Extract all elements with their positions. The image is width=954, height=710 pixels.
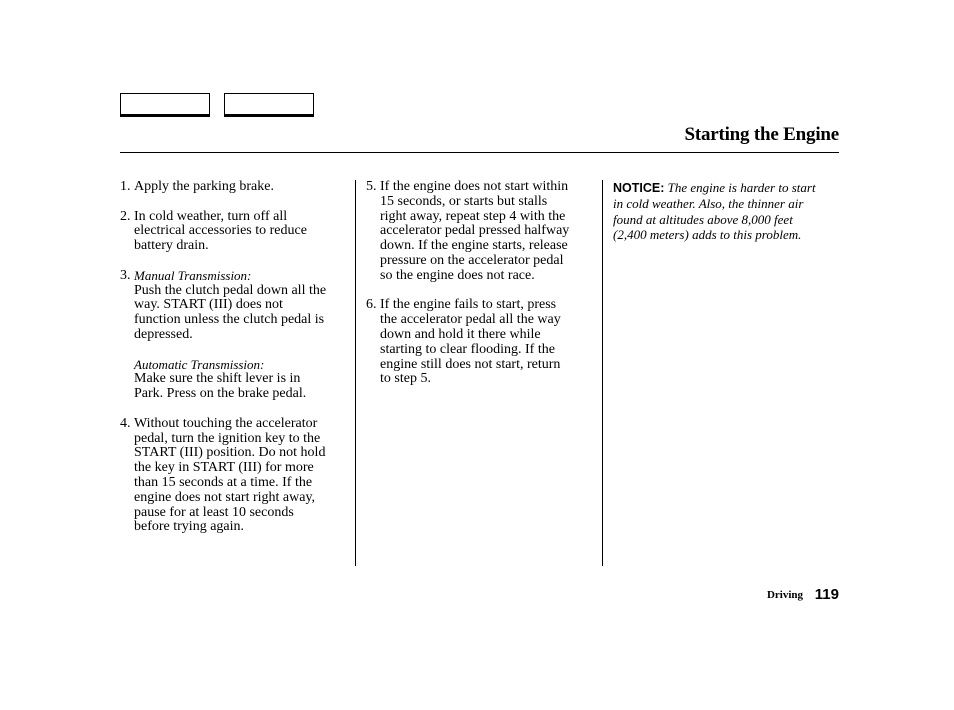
footer-section-label: Driving (766, 589, 803, 601)
page-number: 119 (814, 586, 839, 603)
step-line: engine still does not start, return (380, 356, 561, 372)
step-line: In cold weather, turn off all (134, 208, 288, 224)
step-line: than 15 seconds at a time. If the (134, 474, 313, 490)
step-line: If the engine fails to start, press (380, 297, 557, 313)
manual-transmission-label: Manual Transmission: (134, 267, 252, 283)
step-line: electrical accessories to reduce (134, 223, 307, 239)
step-line: depressed. (134, 326, 193, 342)
step-line: Park. Press on the brake pedal. (134, 386, 307, 402)
step-line: Apply the parking brake. (134, 179, 274, 194)
step-number: 3. (120, 267, 131, 283)
step-2 (120, 210, 346, 254)
notice-block (613, 180, 839, 242)
page-title: Starting the Engine (684, 124, 839, 145)
step-line: pressure on the accelerator pedal (380, 252, 564, 268)
step-line: START (III) position. Do not hold (134, 445, 326, 461)
step-line: function unless the clutch pedal is (134, 312, 325, 328)
step-line: battery drain. (134, 238, 209, 254)
step-line: Make sure the shift lever is in (134, 371, 301, 387)
column-middle (366, 180, 596, 402)
step-number: 1. (120, 179, 131, 194)
step-line: pedal, turn the ignition key to the (134, 430, 321, 446)
column-divider-2 (602, 180, 603, 566)
step-line: 15 seconds, or starts but stalls (380, 193, 548, 209)
column-left (120, 180, 346, 550)
step-line: right away, repeat step 4 with the (380, 208, 566, 224)
step-line: Push the clutch pedal down all the (134, 282, 327, 298)
nav-button-next[interactable] (224, 93, 314, 117)
step-5 (366, 180, 596, 284)
step-line: the accelerator pedal all the way (380, 312, 561, 328)
step-line: pause for at least 10 seconds (134, 504, 294, 520)
notice-line-1 (613, 180, 839, 196)
notice-line: (2,400 meters) adds to this problem. (613, 226, 802, 242)
nav-button-previous[interactable] (120, 93, 210, 117)
step-number: 2. (120, 208, 131, 224)
step-3 (120, 269, 346, 402)
step-6 (366, 298, 596, 387)
step-line: starting to clear flooding. If the (380, 341, 555, 357)
step-line: down and hold it there while (380, 326, 541, 342)
header-rule (120, 152, 839, 153)
step-number: 6. (366, 297, 377, 313)
step-number: 5. (366, 179, 377, 194)
notice-line: in cold weather. Also, the thinner air (613, 196, 804, 212)
step-line: Without touching the accelerator (134, 415, 318, 431)
automatic-transmission-label: Automatic Transmission: (134, 356, 265, 372)
step-line: accelerator pedal pressed halfway (380, 223, 570, 239)
step-4 (120, 417, 346, 535)
step-line: way. START (III) does not (134, 297, 283, 313)
step-line: before trying again. (134, 519, 245, 535)
step-line: so the engine does not race. (380, 267, 535, 283)
step-line: down. If the engine starts, release (380, 238, 568, 254)
notice-line: found at altitudes above 8,000 feet (613, 211, 793, 227)
step-line: If the engine does not start within (380, 179, 569, 194)
step-line: engine does not start right away, (134, 489, 316, 505)
column-divider-1 (355, 180, 356, 566)
notice-text: The engine is harder to start (667, 180, 816, 195)
step-number: 4. (120, 415, 131, 431)
notice-label: NOTICE: (613, 181, 665, 195)
step-line: the key in START (III) for more (134, 460, 314, 476)
step-1 (120, 180, 346, 195)
step-line: to step 5. (380, 371, 431, 387)
